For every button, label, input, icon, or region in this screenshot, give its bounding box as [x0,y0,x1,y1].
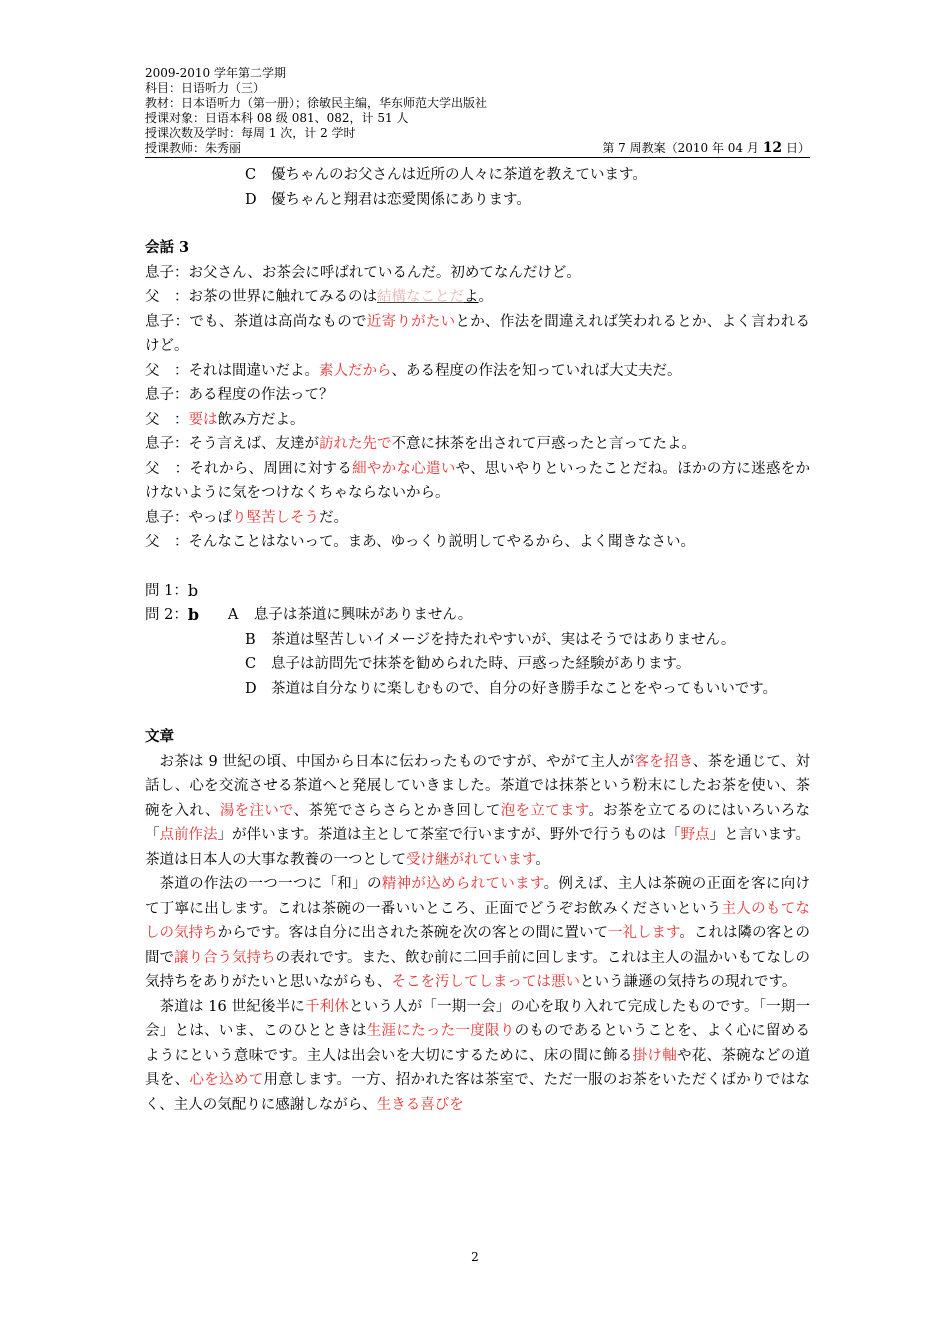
bunsho-title: 文章 [145,728,174,745]
text-span: からです。客は自分に出された茶碗を次の客との間に置いて [217,925,609,941]
choice-letter: D [245,680,257,697]
highlight-red: 精神が込められています [381,876,544,892]
highlight-red: 受け継がれています [406,851,536,868]
text-span: 不意に抹茶を出されて戸惑ったと言ってたよ。 [391,436,696,452]
text-span: や花、茶碗などの道具を、 [145,1047,811,1088]
highlight-red: 泡を立てます [500,802,589,819]
text-span: とか、作法を間違えれば笑われるとか、よく言われるけど。 [145,313,811,354]
text-span: という人が「一期一会」の心を取り入れて完成したものです。「一期一会」とは、いま、このひとときは [145,998,811,1039]
text-span: 茶道は 16 世紀後半に [159,998,305,1015]
highlight-red: 掛け軸 [632,1047,678,1064]
choice-text: 優ちゃんのお父さんは近所の人々に茶道を教えています。 [271,167,647,183]
spacer [145,212,810,236]
text-span: 。お茶を立てるのにはいろいろな「 [145,802,810,843]
question-label: 問 1： [145,582,188,599]
highlight-red: り堅苦しそう [232,509,319,526]
text-span: 用意します。一方、招かれた客は茶室で、ただ一服のお茶をいただくばかりではなく、主人の気配りに感謝しながら、 [145,1072,811,1113]
highlight-red: 野点 [680,827,710,843]
text-span: 、茶筅でさらさらとかき回して [293,802,501,819]
text-span: お茶は 9 世紀の頃、中国から日本に伝わったものですが、やがて主人が [159,753,635,770]
highlight-red: 湯を注いで [219,802,294,819]
text-span: のものであるということを、よく心に留めるようにという意味です。主人は出会いを大切にするために、床の間に飾る [145,1023,811,1064]
answer-choice-d [245,677,810,702]
text-span: 」が伴います。茶道は主として茶室で行いますが、野外で行うものは「 [217,827,681,843]
text-span: という謙遜の気持ちの現れです。 [580,974,797,990]
header-textbook: 教材：日本语听力（第一册）；徐敏民主编，华东师范大学出版社 [145,96,488,110]
choice-text: 息子は訪問先で抹茶を勧められた時、戸惑った経験があります。 [271,656,691,672]
question-answer: b [187,580,199,600]
text-span: 茶道の作法の一つ一つに「和」の [159,876,382,892]
highlight-red: 近寄りがたい [366,313,456,330]
header-week [602,141,810,156]
header-week-day: 12 [762,140,783,156]
choice-letter: B [245,631,256,648]
text-span: や、思いやりといったことだね。ほかの方に迷惑をかけないように気をつけなくちゃならないから。 [145,460,811,501]
highlight-red: 譲り合う気持ち [174,949,276,966]
text-span: だ。 [319,509,348,526]
text-span: 息子：そう言えば、友達が [145,436,319,452]
answer-q1 [145,579,810,604]
text-span: 息子：でも、茶道は高尚なもので [145,313,367,330]
highlight-red: 素人だから [319,362,392,379]
paragraph-2 [145,872,810,995]
highlight-red: 千利休 [304,998,349,1015]
dialogue-line-9 [145,506,810,531]
document-page [145,66,810,1117]
answer-choice-a [228,603,796,628]
text-underlined: よ [464,289,479,305]
highlight-red: 生きる喜びを [376,1096,464,1113]
dialogue-line-1: 息子：お父さん、お茶会に呼ばれているんだ。初めてなんだけど。 [145,264,581,281]
text-span: 」と言います。茶道は日本人の大事な教養の一つとして [145,827,811,868]
header-audience: 授课对象：日语本科 08 级 081、082，计 51 人 [145,111,409,125]
header-week-prefix: 第 7 周教案（2010 年 04 月 [602,141,763,155]
question-label: 問 2： [145,607,188,623]
header-rule [145,157,810,158]
highlight-red: 要は [188,411,218,428]
highlight-red: 点前作法 [159,827,218,843]
choice-letter: A [227,607,239,623]
highlight-red: 生涯にたった一度限り [366,1023,515,1039]
paragraph-3 [145,995,810,1118]
header-term: 2009-2010 学年第二学期 [145,66,286,80]
highlight-red: 一礼します [608,925,680,941]
answer-choice-b [245,628,810,653]
text-span: 。 [478,289,493,305]
prev-choice-d [145,188,810,213]
header-last-row [145,141,810,156]
page-number: 2 [471,1250,479,1264]
text-span: 飲み方だよ。 [217,411,305,428]
answer-q2 [145,603,810,628]
highlight-red: 細やかな心遣い [352,460,456,477]
choice-letter: D [245,191,257,208]
text-span: 、茶を通じて、対話し、心を交流させる茶道へと発展していきました。茶道では抹茶という粉末にしたお茶を使い、茶碗を入れ、 [145,753,810,819]
text-span: 父 ：それは間違いだよ。 [145,362,319,379]
highlight-red: 訪れた先で [319,436,392,452]
dialogue-line-7 [145,432,810,457]
spacer [145,701,810,725]
dialogue-line-3 [145,310,810,359]
body [145,163,810,1117]
text-span: 息子：やっぱ [145,509,232,526]
text-span: 。これは隣の客との間で [145,925,811,966]
header-week-suffix: 日） [782,141,810,155]
spacer [145,555,810,579]
kaiwa-title: 会話 3 [145,239,190,256]
choice-letter: C [245,167,257,183]
choice-letter: C [245,656,257,672]
answer-choices-rest [145,628,810,702]
paragraph-1 [145,750,810,873]
text-span: 父 ： [145,411,189,428]
dialogue-line-2 [145,285,810,310]
choice-text: 茶道は堅苦しいイメージを持たれやすいが、実はそうではありません。 [271,631,736,648]
dialogue-line-6 [145,408,810,433]
answer-choices [228,603,796,628]
header-hours: 授课次数及学时：每周 1 次，计 2 学时 [145,126,356,140]
highlight-faint: 結構なことだ [377,289,464,305]
answer-choice-c [245,652,810,677]
highlight-red: 主人のもてなしの気持ち [145,900,811,941]
question-answer: b [187,605,200,624]
dialogue-line-5: 息子：ある程度の作法って？ [145,387,334,403]
dialogue-line-10: 父 ：そんなことはないって。まあ、ゆっくり説明してやるから、よく聞きなさい。 [145,534,695,550]
dialogue-line-4 [145,359,810,384]
header-subject: 科目：日语听力（三） [145,81,266,95]
highlight-red: 客を招き [634,753,693,770]
header-teacher: 授课教师：朱秀丽 [145,141,242,155]
choice-text: 茶道は自分なりに楽しむもので、自分の好き勝手なことをやってもいいです。 [271,680,778,697]
text-span: 父 ：それから、周囲に対する [145,460,353,477]
text-span: 、ある程度の作法を知っていれば大丈夫だ。 [391,362,682,379]
highlight-red: 心を込めて [189,1072,264,1088]
text-span: の表れです。また、飲む前に二回手前に回します。これは主人の温かいもてなしの気持ちをありがたいと思いながらも、 [145,949,811,990]
header [145,66,810,158]
choice-text: 息子は茶道に興味がありません。 [253,607,473,623]
dialogue-line-8 [145,457,810,506]
prev-choice-c [145,163,810,188]
highlight-red: そこを汚してしまっては悪い [391,974,580,990]
choice-text: 優ちゃんと翔君は恋愛関係にあります。 [271,191,531,208]
text-span: 。例えば、主人は茶碗の正面を客に向けて丁寧に出します。これは茶碗の一番いいところ、正面でどうぞお飲みくださいという [145,876,811,917]
text-span: 父 ：お茶の世界に触れてみるのは [145,289,377,305]
text-span: 。 [535,851,550,868]
